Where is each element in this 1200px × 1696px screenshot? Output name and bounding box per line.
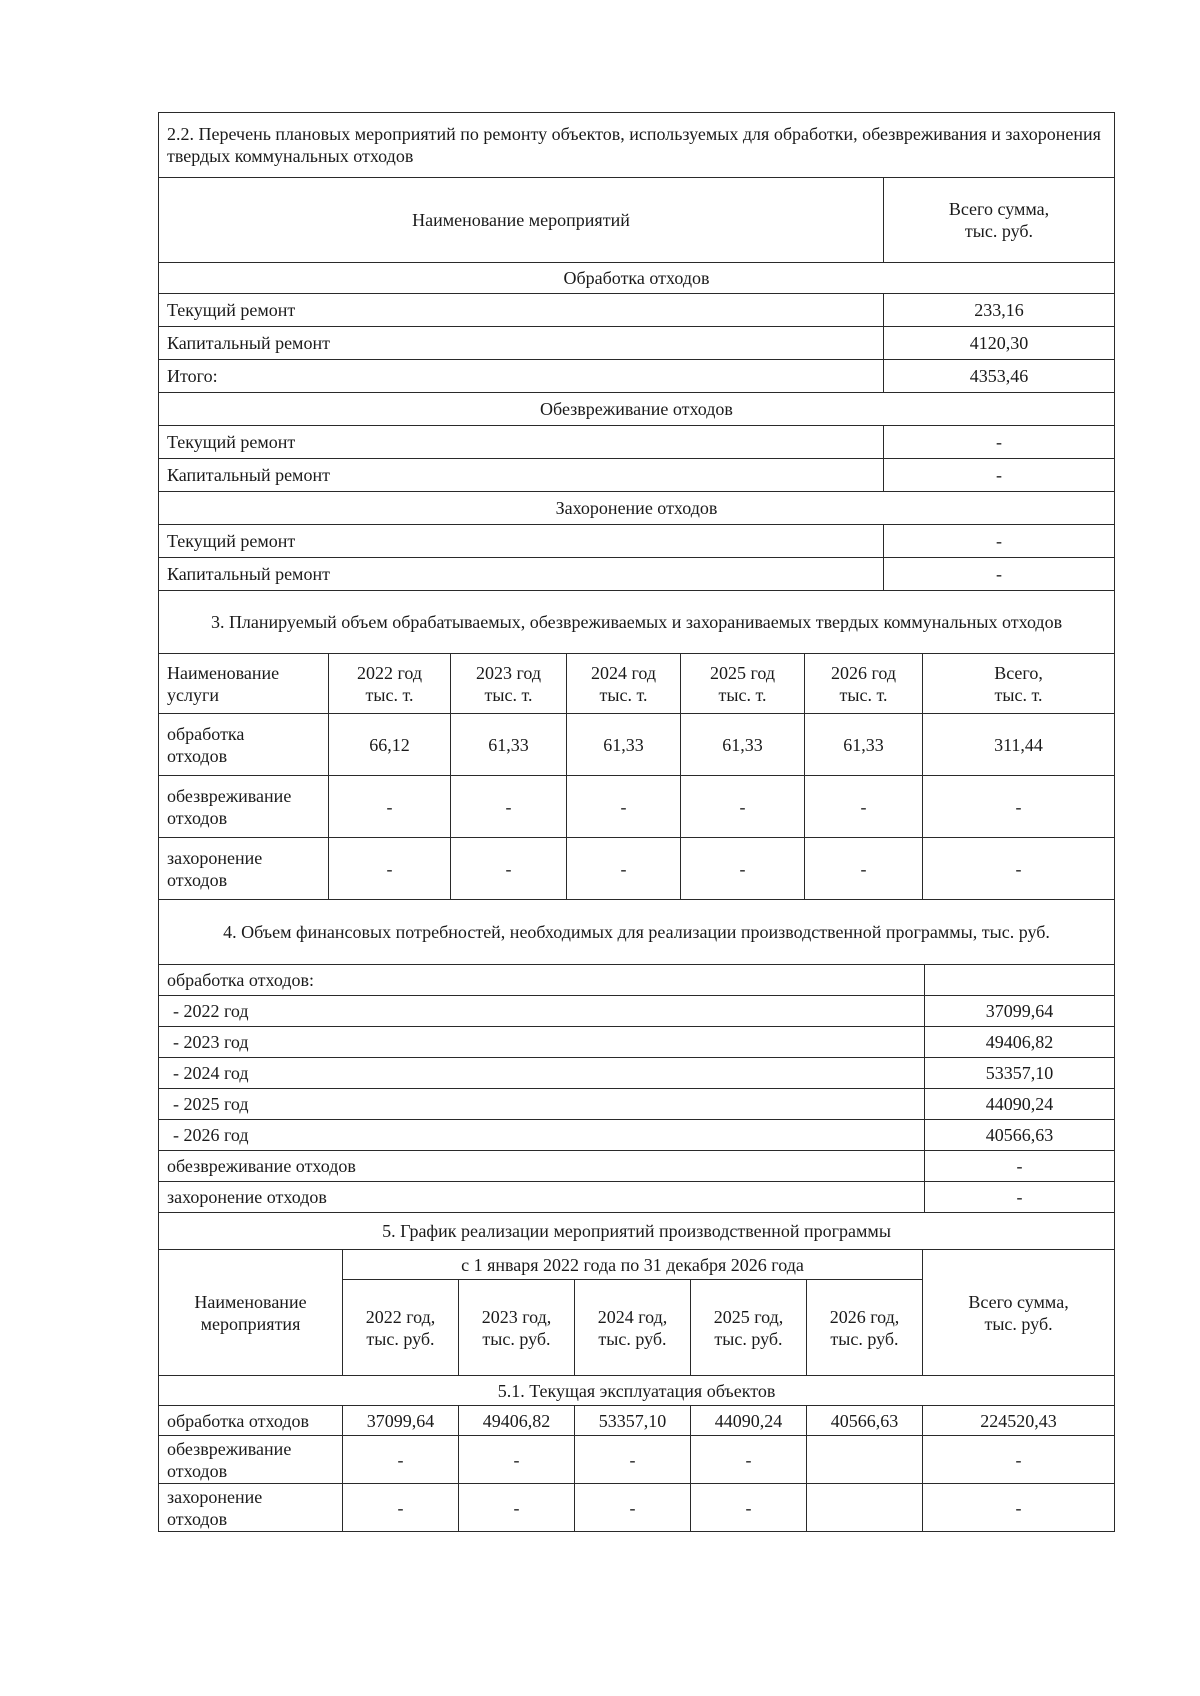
row-label: обезвреживание отходов xyxy=(159,1151,925,1182)
column-header-year xyxy=(567,654,681,714)
row-value xyxy=(925,965,1115,996)
row-label: Капитальный ремонт xyxy=(159,459,884,492)
cell: - xyxy=(451,776,567,838)
year-value: 44090,24 xyxy=(925,1089,1115,1120)
row-value: - xyxy=(884,426,1115,459)
cell: - xyxy=(575,1436,691,1484)
volume-table xyxy=(158,590,1115,900)
row-label: Капитальный ремонт xyxy=(159,558,884,591)
row-value: - xyxy=(884,525,1115,558)
year-label: 2022 год xyxy=(356,662,423,683)
year-label: 2024 год xyxy=(590,662,657,683)
column-header-total xyxy=(923,1250,1115,1376)
year-label: 2025 год, xyxy=(713,1306,784,1327)
header-line1: Наименование xyxy=(167,662,280,683)
row-value: 233,16 xyxy=(884,294,1115,327)
cell: 49406,82 xyxy=(459,1406,575,1436)
cell: - xyxy=(343,1436,459,1484)
cell: - xyxy=(923,1484,1115,1532)
unit-label: тыс. т. xyxy=(365,684,414,705)
year-label: - 2025 год xyxy=(159,1089,925,1120)
period-header: с 1 января 2022 года по 31 декабря 2026 года xyxy=(343,1250,923,1280)
unit-label: тыс. руб. xyxy=(714,1328,783,1349)
row-value: 4120,30 xyxy=(884,327,1115,360)
document-page xyxy=(158,112,1114,1532)
row-label-line2: отходов xyxy=(167,1508,228,1529)
row-label-line1: захоронение xyxy=(167,847,263,868)
schedule-table xyxy=(158,1212,1115,1532)
column-header-year xyxy=(807,1280,923,1376)
cell: 61,33 xyxy=(451,714,567,776)
cell xyxy=(807,1484,923,1532)
cell: - xyxy=(681,838,805,900)
cell: - xyxy=(923,838,1115,900)
column-header-year xyxy=(691,1280,807,1376)
subsection-title: 5.1. Текущая эксплуатация объектов xyxy=(159,1376,1115,1406)
table-row xyxy=(159,1484,1115,1532)
row-label: обработка отходов: xyxy=(159,965,925,996)
year-label: - 2026 год xyxy=(159,1120,925,1151)
row-label: обработка отходов xyxy=(159,1406,343,1436)
cell: 44090,24 xyxy=(691,1406,807,1436)
group-title: Обезвреживание отходов xyxy=(159,393,1115,426)
column-header-total-line2: тыс. руб. xyxy=(964,221,1034,241)
row-label: Итого: xyxy=(159,360,884,393)
cell: - xyxy=(805,838,923,900)
unit-label: тыс. руб. xyxy=(598,1328,667,1349)
group-title: Захоронение отходов xyxy=(159,492,1115,525)
year-label: - 2022 год xyxy=(159,996,925,1027)
cell: - xyxy=(329,838,451,900)
row-value: - xyxy=(884,459,1115,492)
column-header-year xyxy=(343,1280,459,1376)
cell: - xyxy=(681,776,805,838)
table-row xyxy=(159,838,1115,900)
cell: 37099,64 xyxy=(343,1406,459,1436)
financial-needs-table xyxy=(158,899,1115,1213)
year-value: 49406,82 xyxy=(925,1027,1115,1058)
unit-label: тыс. т. xyxy=(599,684,648,705)
row-label-line2: отходов xyxy=(167,1460,228,1481)
year-value: 53357,10 xyxy=(925,1058,1115,1089)
unit-label: тыс. т. xyxy=(839,684,888,705)
cell: 66,12 xyxy=(329,714,451,776)
total-line2: тыс. руб. xyxy=(984,1313,1053,1334)
cell: 61,33 xyxy=(567,714,681,776)
total-line1: Всего сумма, xyxy=(968,1291,1069,1312)
row-label xyxy=(159,1484,343,1532)
year-label: 2025 год xyxy=(709,662,776,683)
cell: - xyxy=(691,1436,807,1484)
cell: 224520,43 xyxy=(923,1406,1115,1436)
column-header-service xyxy=(159,654,329,714)
cell: - xyxy=(923,1436,1115,1484)
column-header-total-line1: Всего сумма, xyxy=(948,199,1050,219)
row-label: захоронение отходов xyxy=(159,1182,925,1213)
year-label: 2026 год, xyxy=(829,1306,900,1327)
cell: - xyxy=(459,1484,575,1532)
row-label-line2: отходов xyxy=(167,807,228,828)
unit-label: тыс. руб. xyxy=(830,1328,899,1349)
cell: 311,44 xyxy=(923,714,1115,776)
row-label xyxy=(159,838,329,900)
column-header-year xyxy=(329,654,451,714)
column-header-name: Наименование мероприятий xyxy=(159,178,884,263)
row-label: Текущий ремонт xyxy=(159,294,884,327)
cell: - xyxy=(451,838,567,900)
unit-label: тыс. руб. xyxy=(366,1328,435,1349)
cell: 61,33 xyxy=(805,714,923,776)
year-label: 2022 год, xyxy=(365,1306,436,1327)
cell: - xyxy=(343,1484,459,1532)
column-header-activity xyxy=(159,1250,343,1376)
header-line2: услуги xyxy=(167,684,219,705)
table-row xyxy=(159,1406,1115,1436)
row-label-line1: обезвреживание xyxy=(167,785,292,806)
row-value: - xyxy=(925,1182,1115,1213)
cell: - xyxy=(691,1484,807,1532)
row-label: Текущий ремонт xyxy=(159,525,884,558)
column-header-year xyxy=(681,654,805,714)
section-2-2-title: 2.2. Перечень плановых мероприятий по ремонту объектов, используемых для обработки, обезвреживания и захоронения твердых коммунальных отходов xyxy=(159,113,1115,178)
row-value: - xyxy=(884,558,1115,591)
unit-label: тыс. т. xyxy=(484,684,533,705)
year-label: 2023 год, xyxy=(481,1306,552,1327)
row-label-line1: обработка xyxy=(167,723,245,744)
row-label xyxy=(159,776,329,838)
cell: - xyxy=(567,838,681,900)
row-value: 4353,46 xyxy=(884,360,1115,393)
cell: - xyxy=(459,1436,575,1484)
year-label: 2023 год xyxy=(475,662,542,683)
cell: - xyxy=(567,776,681,838)
column-header-year xyxy=(805,654,923,714)
column-header-year xyxy=(575,1280,691,1376)
repair-plan-table xyxy=(158,112,1115,591)
row-label-line1: захоронение xyxy=(167,1486,263,1507)
total-line2: тыс. т. xyxy=(994,684,1043,705)
cell: - xyxy=(805,776,923,838)
year-label: - 2024 год xyxy=(159,1058,925,1089)
column-header-total xyxy=(923,654,1115,714)
cell xyxy=(807,1436,923,1484)
row-label-line2: отходов xyxy=(167,869,228,890)
table-row xyxy=(159,1436,1115,1484)
group-title: Обработка отходов xyxy=(159,263,1115,294)
year-label: - 2023 год xyxy=(159,1027,925,1058)
cell: 40566,63 xyxy=(807,1406,923,1436)
table-row xyxy=(159,714,1115,776)
header-line2: мероприятия xyxy=(200,1313,301,1334)
row-label: Капитальный ремонт xyxy=(159,327,884,360)
unit-label: тыс. руб. xyxy=(482,1328,551,1349)
row-label xyxy=(159,714,329,776)
row-label: Текущий ремонт xyxy=(159,426,884,459)
cell: - xyxy=(575,1484,691,1532)
row-label xyxy=(159,1436,343,1484)
total-line1: Всего, xyxy=(994,662,1043,683)
column-header-total xyxy=(884,178,1115,263)
column-header-year xyxy=(459,1280,575,1376)
unit-label: тыс. т. xyxy=(718,684,767,705)
cell: - xyxy=(923,776,1115,838)
section-3-title: 3. Планируемый объем обрабатываемых, обезвреживаемых и захораниваемых твердых коммунальных отходов xyxy=(159,591,1115,654)
year-label: 2026 год xyxy=(830,662,897,683)
year-value: 37099,64 xyxy=(925,996,1115,1027)
cell: 53357,10 xyxy=(575,1406,691,1436)
cell: 61,33 xyxy=(681,714,805,776)
year-value: 40566,63 xyxy=(925,1120,1115,1151)
header-line1: Наименование xyxy=(194,1291,307,1312)
cell: - xyxy=(329,776,451,838)
table-row xyxy=(159,776,1115,838)
row-label-line1: обезвреживание xyxy=(167,1438,292,1459)
section-5-title: 5. График реализации мероприятий производственной программы xyxy=(159,1213,1115,1250)
column-header-year xyxy=(451,654,567,714)
row-label-line2: отходов xyxy=(167,745,228,766)
row-value: - xyxy=(925,1151,1115,1182)
year-label: 2024 год, xyxy=(597,1306,668,1327)
section-4-title: 4. Объем финансовых потребностей, необходимых для реализации производственной программы, тыс. руб. xyxy=(159,900,1115,965)
